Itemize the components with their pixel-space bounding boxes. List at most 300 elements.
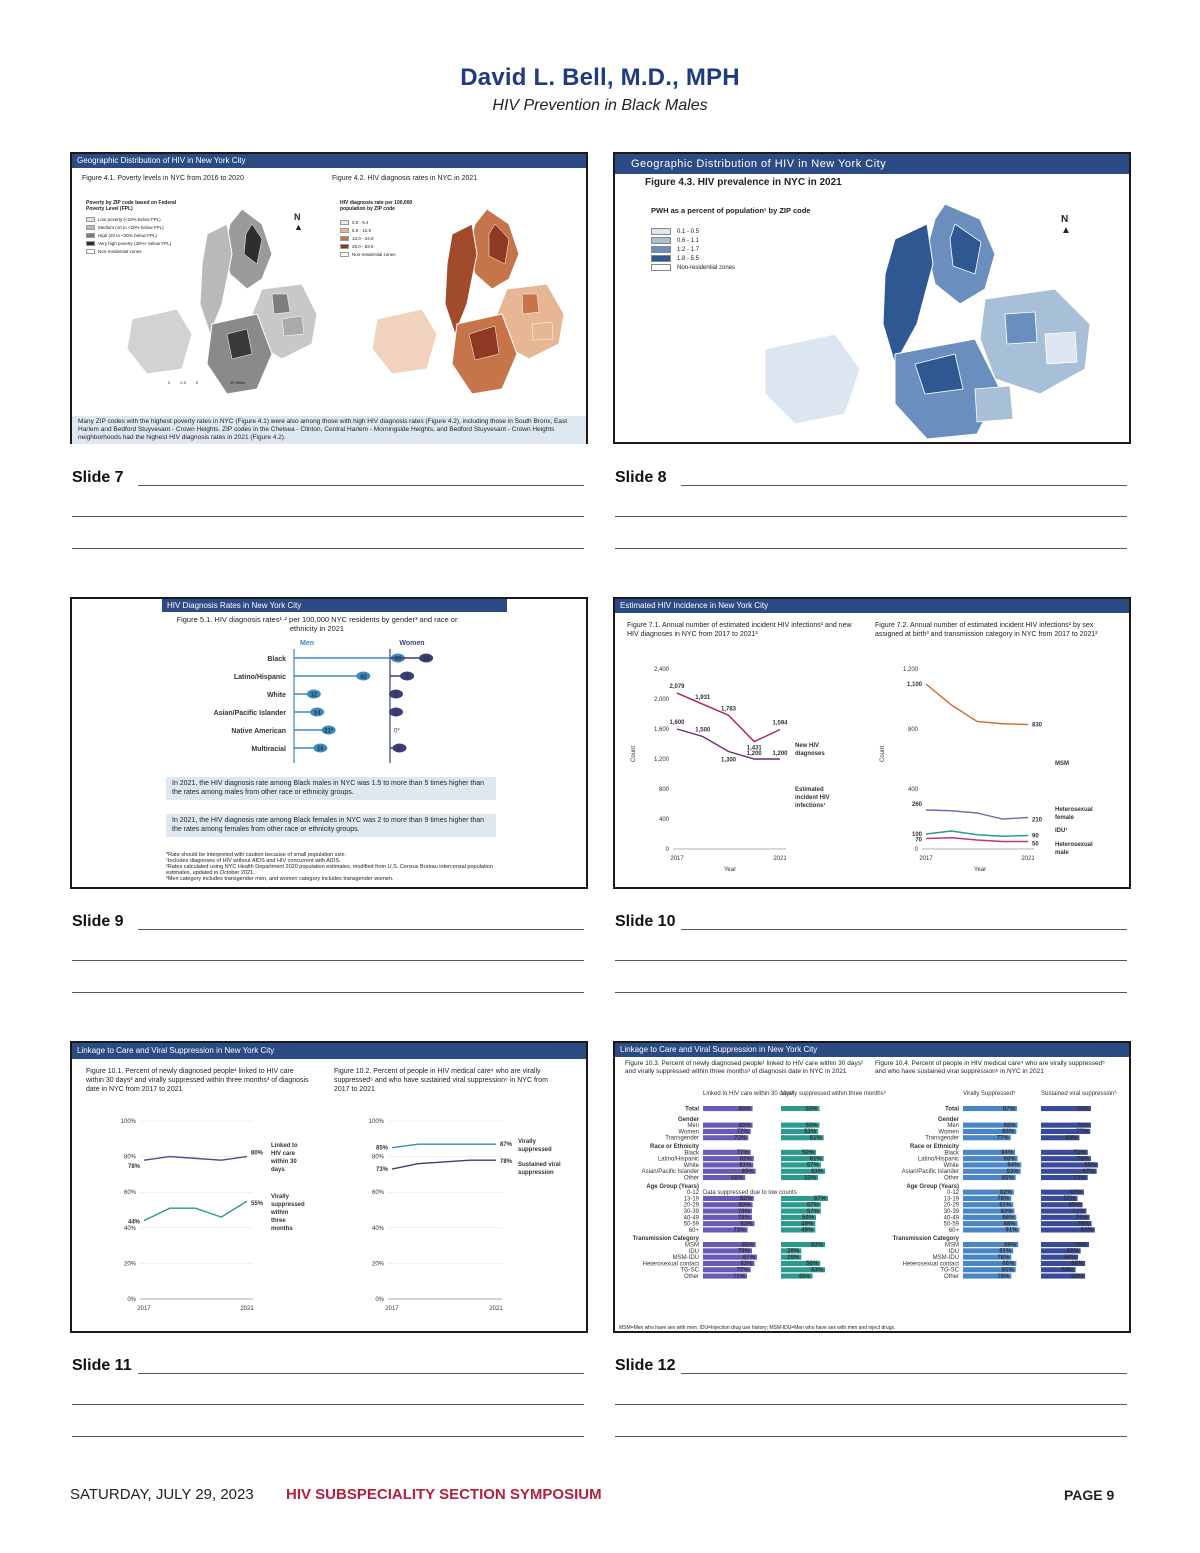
data-label: 1,931 <box>695 695 711 702</box>
notes-slide-7 <box>72 469 586 551</box>
row-label: 0-12 <box>946 1190 959 1197</box>
notes-slide-8 <box>615 469 1129 551</box>
note-line[interactable] <box>681 485 1127 486</box>
row-label: Total <box>945 1106 959 1113</box>
y-tick-label: 40% <box>371 1225 384 1232</box>
series-name: suppressed <box>271 1202 305 1208</box>
slide-7-caption-box <box>72 416 586 444</box>
series-name: Virally <box>271 1194 289 1200</box>
north-arrow-icon: N ▲ <box>1061 214 1071 236</box>
row-label: Men <box>687 1123 699 1130</box>
women-value-label: 9 <box>405 674 409 681</box>
bar-b-value: 53% <box>804 1129 817 1136</box>
row-label: 20-29 <box>943 1202 959 1209</box>
data-label: 1,500 <box>695 727 711 734</box>
note-line[interactable] <box>138 929 584 930</box>
series-name: diagnoses <box>795 751 825 757</box>
bar-a-value: 72% <box>733 1227 746 1234</box>
footer-symposium: HIV SUBSPECIALITY SECTION SYMPOSIUM <box>286 1486 602 1503</box>
bar-b-value: 89% <box>1083 1162 1096 1169</box>
page-subtitle: HIV Prevention in Black Males <box>492 97 708 114</box>
series-name: HIV care <box>271 1151 296 1157</box>
men-value-label: 12 <box>310 692 318 699</box>
bar-a-value: 89% <box>1004 1242 1017 1249</box>
legend-41-item: Non-residential zones <box>98 248 142 254</box>
fig-10-3-chart <box>615 1089 886 1329</box>
bar-b-value: 62% <box>1066 1248 1079 1255</box>
bar-b-value: 57% <box>806 1208 819 1215</box>
prevalence-map <box>745 194 1125 444</box>
series-name: New HIV <box>795 743 820 749</box>
bar-a-value: 88% <box>1003 1156 1016 1163</box>
series-name: within <box>271 1210 289 1216</box>
note-line[interactable] <box>72 992 584 993</box>
row-label: Latino/Hispanic <box>657 1156 699 1163</box>
women-value-label: 0* <box>394 728 400 735</box>
y-tick-label: 80% <box>371 1154 384 1161</box>
row-label: 60+ <box>688 1227 699 1234</box>
bar-b-value: 57% <box>806 1202 819 1209</box>
col-c-header <box>963 1090 1016 1097</box>
bar-a-value: 77% <box>996 1135 1009 1142</box>
men-value-label: 42 <box>359 674 367 681</box>
x-tick-label: 2017 <box>670 856 684 862</box>
start-label: 73% <box>375 1167 388 1174</box>
y-tick-label: 80% <box>123 1154 136 1161</box>
fig-4-2-title: Figure 4.2. HIV diagnosis rates in NYC in 2021 <box>332 175 478 182</box>
series-name: months <box>271 1226 293 1232</box>
note-line[interactable] <box>681 929 1127 930</box>
series-name: Linked to <box>271 1143 298 1149</box>
bar-a-value: 85% <box>741 1242 754 1249</box>
bar-b-value: 63% <box>811 1169 824 1175</box>
data-label: 1,300 <box>720 757 737 764</box>
women-value-label: 5* <box>396 746 403 753</box>
y-axis-label: Count <box>880 745 886 763</box>
bar-b-value: 57% <box>806 1162 819 1169</box>
bar-b-value: 29% <box>787 1254 800 1261</box>
group-header: Transmission Category <box>632 1236 699 1243</box>
bar-b-value: 78% <box>1076 1156 1089 1163</box>
legend-41-item: Medium (10 to <20% below FPL) <box>98 224 164 230</box>
bar-a-value: 83% <box>1000 1208 1013 1215</box>
row-label: Asian/Pacific Islander <box>901 1169 959 1176</box>
women-value-label: 2 <box>394 692 398 699</box>
scale-label: 10 Miles <box>230 380 245 385</box>
page-number: PAGE 9 <box>1064 1487 1115 1503</box>
bar-b-value: 69% <box>1071 1261 1084 1268</box>
legend-43-item: 0.6 - 1.1 <box>677 237 700 244</box>
series-line <box>677 729 780 759</box>
row-label: 20-29 <box>683 1202 699 1209</box>
end-label: 87% <box>500 1142 513 1149</box>
bar-b-value: 56% <box>806 1261 819 1268</box>
legend-43-item: 1.2 - 1.7 <box>677 246 700 253</box>
row-label: Other <box>683 1175 699 1182</box>
bar-b-value: 78% <box>1076 1106 1089 1113</box>
poverty-map <box>112 194 322 399</box>
slide-7 <box>70 152 588 444</box>
series-line <box>677 693 780 742</box>
series-name: MSM <box>1055 761 1069 767</box>
x-tick-label: 2017 <box>385 1306 399 1312</box>
bar-a-value: 77% <box>736 1267 749 1274</box>
bar-b-value: 50% <box>801 1215 814 1222</box>
bar-a-value: 78% <box>997 1273 1010 1280</box>
notes-slide-11 <box>72 1357 586 1439</box>
fig-10-2-title: Figure 10.2. Percent of people in HIV medical care⁴ who are virally suppressed⁵ and who have sustained viral suppression⁶ in NYC from 2017 to 2021 <box>334 1068 548 1093</box>
bar-a-value: 86% <box>1002 1261 1015 1268</box>
fig-5-1-chart <box>72 635 586 765</box>
group-header: Age Group (Years) <box>646 1183 699 1190</box>
bar-b-value: 58% <box>1064 1254 1077 1261</box>
series-name: infections¹ <box>795 803 826 809</box>
row-label: Other <box>943 1175 959 1182</box>
note-line[interactable] <box>615 548 1127 549</box>
data-label: 1,200 <box>746 751 762 757</box>
note-line[interactable] <box>138 1373 584 1374</box>
men-value-label: 63 <box>394 656 402 663</box>
group-header: Gender <box>937 1116 959 1123</box>
row-label: Women <box>678 1129 699 1136</box>
group-header: Race or Ethnicity <box>649 1144 699 1150</box>
slide-11 <box>70 1041 588 1333</box>
slide-8 <box>613 152 1131 444</box>
row-label: 30-39 <box>683 1209 699 1215</box>
bar-b-value: 63% <box>811 1242 824 1249</box>
row-label: 40-49 <box>943 1215 959 1222</box>
fig-5-1-title: Figure 5.1. HIV diagnosis rates¹·² per 100,000 NYC residents by gender³ and race or ethnicity in 2021 <box>176 615 458 633</box>
bar-b-value: 57% <box>1063 1196 1076 1203</box>
fig-7-2-chart <box>870 654 1130 884</box>
series-name: incident HIV <box>795 795 830 801</box>
bar-b-value: 76% <box>1075 1215 1088 1222</box>
group-header: Gender <box>677 1116 699 1123</box>
series-name: Heterosexual <box>1055 807 1093 813</box>
bar-a-value: 78% <box>997 1196 1010 1203</box>
series-name: Estimated <box>795 787 824 793</box>
legend-42-item: 25.0 - 83.6 <box>352 243 374 249</box>
bar-b-value: 78% <box>1076 1122 1089 1129</box>
data-label: 1,200 <box>772 751 788 757</box>
series-line <box>926 838 1028 842</box>
bar-b-value: 67% <box>813 1196 826 1203</box>
slide-label: Slide 8 <box>615 469 667 486</box>
series-name: female <box>1055 815 1075 821</box>
row-label: Other <box>683 1274 699 1280</box>
note-box-1 <box>166 777 496 800</box>
slide-12-banner: Linkage to Care and Viral Suppression in New York City <box>615 1043 1129 1057</box>
y-tick-label: 0 <box>914 847 918 853</box>
footnote: ³Men category includes transgender men, and women category includes transgender women. <box>166 876 394 882</box>
slide-12 <box>613 1041 1131 1333</box>
col-d-label: Sustained viral suppression⁶ <box>1041 1091 1117 1097</box>
note-1: In 2021, the HIV diagnosis rate among Black males in NYC was 1.5 to more than 5 times higher than the rates among males from other race or ethnicity groups. <box>172 780 485 796</box>
men-header: Men <box>300 640 314 647</box>
row-label: Black <box>944 1150 959 1157</box>
note-line[interactable] <box>138 485 584 486</box>
bar-a-value: 91% <box>1005 1227 1018 1234</box>
bar-b-value: 49% <box>801 1227 814 1234</box>
group-header: Age Group (Years) <box>906 1183 959 1190</box>
series-name: Sustained viral <box>518 1162 561 1168</box>
slide-label: Slide 12 <box>615 1357 676 1374</box>
slide-7-caption: Many ZIP codes with the highest poverty rates in NYC (Figure 4.1) were also among those with high HIV diagnosis rates (Figure 4.2), including those in South Bronx, East Harlem and Bedford Stuyvesant - Crown Heights. ZIP codes in the Chelsea - Clinton, Central Harlem - Morningside Heights, and Bedford Stuyvesant - Crown Heights neighborhoods had the highest HIV diagnosis rates in 2021 (Figure 4.2). <box>78 418 568 441</box>
bar-a-value: 85% <box>1001 1175 1014 1182</box>
series-line <box>392 1144 496 1148</box>
row-label: Asian/Pacific Islander <box>641 1169 699 1176</box>
series-name: within 30 <box>271 1159 297 1165</box>
row-label: IDU <box>688 1248 699 1255</box>
category-label: Asian/Pacific Islander <box>213 710 286 717</box>
series-name: days <box>271 1167 285 1173</box>
note-line[interactable] <box>681 1373 1127 1374</box>
footnote: *Rate should be interpreted with caution because of small population size. <box>166 852 347 858</box>
bar-b-value: 49% <box>801 1221 814 1228</box>
bar-a-value: 81% <box>999 1202 1012 1209</box>
bar-b-value: 84% <box>1080 1227 1093 1234</box>
start-label: 85% <box>375 1145 388 1152</box>
note-2: In 2021, the HIV diagnosis rate among Black females in NYC was 2 to more than 9 times higher than the rates among females from other race or ethnicity groups. <box>172 817 485 833</box>
row-label: 40-49 <box>683 1215 699 1222</box>
note-line[interactable] <box>615 992 1127 993</box>
y-tick-label: 0% <box>375 1297 384 1303</box>
row-label: Transgender <box>925 1135 959 1142</box>
bar-a-value: 88% <box>1003 1122 1016 1129</box>
start-label: 70 <box>915 837 922 844</box>
series-line <box>926 831 1028 836</box>
bar-a-value: 86% <box>1002 1129 1015 1136</box>
notes-slide-10 <box>615 913 1129 995</box>
fig-4-1-title: Figure 4.1. Poverty levels in NYC from 2016 to 2020 <box>82 175 244 182</box>
y-tick-label: 40% <box>123 1225 136 1232</box>
col-d-header <box>1041 1090 1117 1097</box>
bar-a-value: 93% <box>1006 1169 1019 1175</box>
slide-9-banner: HIV Diagnosis Rates in New York City <box>162 599 507 612</box>
y-tick-label: 100% <box>120 1119 136 1125</box>
bar-a-value: 71% <box>733 1273 746 1280</box>
row-label: Transgender <box>665 1135 699 1142</box>
start-label: 260 <box>911 802 922 808</box>
category-label: White <box>266 692 286 699</box>
series-name: suppression <box>518 1170 554 1176</box>
slide-label: Slide 11 <box>72 1357 132 1374</box>
group-header: Race or Ethnicity <box>909 1144 959 1150</box>
slide-10-banner: Estimated HIV Incidence in New York City <box>615 599 1129 613</box>
row-label: Other <box>943 1274 959 1280</box>
bar-b-value: 73% <box>1073 1150 1086 1157</box>
slide-11-banner: Linkage to Care and Viral Suppression in New York City <box>72 1043 586 1059</box>
row-label: MSM-IDU <box>672 1255 699 1262</box>
fig-10-2-chart <box>328 1113 586 1333</box>
bar-a-value: 87% <box>1002 1106 1015 1113</box>
fig-7-1-chart <box>615 654 870 884</box>
note-line[interactable] <box>72 516 584 517</box>
note-line[interactable] <box>72 1436 584 1437</box>
row-label: MSM <box>685 1242 699 1249</box>
y-tick-label: 400 <box>658 817 669 823</box>
x-tick-label: 2017 <box>919 856 933 862</box>
bar-b-value: 87% <box>1082 1169 1095 1175</box>
row-label: MSM-IDU <box>932 1255 959 1262</box>
fig-4-3-title: Figure 4.3. HIV prevalence in NYC in 2021 <box>645 177 842 188</box>
fig-10-4-title: Figure 10.4. Percent of people in HIV medical care⁴ who are virally suppressed⁵ and who have sustained viral suppression⁶ in NYC in 2021 <box>875 1060 1105 1075</box>
end-label: 50 <box>1032 841 1039 848</box>
category-label: Native American <box>231 728 286 735</box>
series-name: Heterosexual <box>1055 842 1093 848</box>
bar-b-value: 75% <box>1074 1242 1087 1249</box>
legend-42-item: Non-residential zones <box>352 251 396 257</box>
row-label: Heterosexual contact <box>902 1261 959 1268</box>
bar-a-value: 73% <box>734 1135 747 1142</box>
bar-a-value: 80% <box>738 1122 751 1129</box>
row-label: Black <box>684 1150 699 1157</box>
bar-a-value: 94% <box>1007 1162 1020 1169</box>
slide-label: Slide 7 <box>72 469 124 486</box>
legend-43-item: 1.8 - 5.5 <box>677 255 700 262</box>
group-header: Transmission Category <box>892 1236 959 1243</box>
series-name: three <box>271 1218 286 1224</box>
legend-43-title: PWH as a percent of population¹ by ZIP code <box>651 206 811 215</box>
x-tick-label: 2021 <box>240 1306 254 1312</box>
legend-42-item: 0.0 - 5.4 <box>352 219 369 225</box>
men-value-label: 16 <box>317 746 324 753</box>
y-tick-label: 1,200 <box>902 667 918 673</box>
legend-42-item: 5.5 - 12.9 <box>352 227 372 233</box>
data-label: 1,594 <box>772 720 788 727</box>
series-line <box>926 810 1028 819</box>
note-line[interactable] <box>615 960 1127 961</box>
row-label: Total <box>685 1106 699 1113</box>
y-tick-label: 800 <box>658 787 669 793</box>
note-line[interactable] <box>615 1404 1127 1405</box>
row-label: White <box>943 1162 959 1169</box>
row-label: 50-59 <box>683 1221 699 1228</box>
page-title: David L. Bell, M.D., MPH <box>460 64 740 91</box>
bar-b-value: 60% <box>1065 1135 1078 1142</box>
row-label: 30-39 <box>943 1209 959 1215</box>
data-label: 1,600 <box>669 720 685 726</box>
slide-label: Slide 9 <box>72 913 124 930</box>
row-label: MSM <box>945 1242 959 1249</box>
legend-43-item: Non-residential zones <box>677 264 736 271</box>
bar-a-value: 79% <box>737 1248 750 1255</box>
col-b-label: Virally suppressed within three months³ <box>781 1091 886 1097</box>
legend-43 <box>651 227 735 272</box>
bar-b-value: 29% <box>787 1248 800 1255</box>
bar-a-value: 85% <box>1001 1267 1014 1274</box>
row-label: IDU <box>948 1248 959 1255</box>
row-label: White <box>683 1162 699 1169</box>
bar-a-value: 78% <box>997 1254 1010 1261</box>
bar-b-value: 61% <box>809 1135 822 1142</box>
data-label: 1,783 <box>720 706 737 713</box>
y-tick-label: 1,200 <box>653 757 669 763</box>
note-box-2 <box>166 814 496 837</box>
category-label: Multiracial <box>251 746 286 753</box>
bar-a-value: 86% <box>1002 1215 1015 1222</box>
end-label: 830 <box>1032 722 1043 729</box>
bar-a-value: 82% <box>739 1196 752 1203</box>
bar-b-value: 45% <box>798 1273 811 1280</box>
bar-a-value: 79% <box>737 1208 750 1215</box>
scale-bar <box>168 380 245 385</box>
x-axis-label: Year <box>973 867 987 873</box>
col-b-header <box>781 1091 886 1097</box>
row-label: 0-12 <box>686 1190 699 1197</box>
bar-a-value: 77% <box>736 1129 749 1136</box>
y-tick-label: 1,600 <box>653 727 669 733</box>
bar-b-value: 53% <box>804 1175 817 1182</box>
category-label: Latino/Hispanic <box>233 674 286 681</box>
note-line[interactable] <box>615 1436 1127 1437</box>
y-tick-label: 60% <box>371 1190 384 1197</box>
bar-a-value: 80% <box>738 1106 751 1113</box>
notes-slide-12 <box>615 1357 1129 1439</box>
series-name: suppressed <box>518 1147 552 1153</box>
bar-b-value: 50% <box>801 1150 814 1157</box>
women-header: Women <box>399 640 425 647</box>
footer-date: SATURDAY, JULY 29, 2023 <box>70 1486 254 1503</box>
bar-b-value: 69% <box>1071 1273 1084 1280</box>
row-label: Men <box>947 1123 959 1130</box>
y-tick-label: 100% <box>368 1119 384 1125</box>
bar-a-value: 79% <box>737 1215 750 1222</box>
x-tick-label: 2021 <box>489 1306 503 1312</box>
y-tick-label: 60% <box>123 1190 136 1197</box>
bar-b-value: 54% <box>1061 1267 1074 1274</box>
end-label: 80% <box>251 1150 264 1157</box>
note-line[interactable] <box>72 1404 584 1405</box>
series-line <box>392 1160 496 1169</box>
y-tick-label: 400 <box>907 787 918 793</box>
notes-slide-9 <box>72 913 586 995</box>
women-value-label: 2 <box>394 710 398 717</box>
end-label: 210 <box>1032 817 1043 824</box>
slide-12-footer: MSM=Men who have sex with men; IDU=Injection drug use history; MSM-IDU=Men who have sex with men and inject drugs. <box>619 1325 896 1331</box>
bar-a-value: 77% <box>736 1150 749 1157</box>
row-label: TG-SC <box>940 1267 959 1274</box>
series-line <box>144 1157 247 1161</box>
bar-a-value: 87% <box>742 1254 755 1261</box>
note-line[interactable] <box>72 548 584 549</box>
series-name: Virally <box>518 1139 536 1145</box>
y-tick-label: 2,000 <box>653 697 669 703</box>
bar-a-value: 85% <box>741 1169 754 1175</box>
row-label: TG-SC <box>680 1267 699 1274</box>
bar-b-value: 55% <box>805 1122 818 1129</box>
y-tick-label: 0% <box>127 1297 136 1303</box>
fig-7-2-title: Figure 7.2. Annual number of estimated incident HIV infections¹ by sex assigned at birth³ and transmission category in NYC from 2017 to 2021² <box>875 622 1098 638</box>
series-name: IDU¹ <box>1055 828 1068 834</box>
bar-b-value: 63% <box>811 1267 824 1274</box>
men-value-label: 14 <box>313 710 321 717</box>
fig-10-1-title: Figure 10.1. Percent of newly diagnosed people¹ linked to HIV care within 30 days² and virally suppressed within three months³ of diagnosis date in NYC from 2017 to 2021 <box>86 1068 309 1093</box>
men-value-label: 21* <box>324 728 334 735</box>
bar-a-value: 81% <box>739 1162 752 1169</box>
fig-10-4-chart <box>871 1089 1129 1329</box>
start-label: 44% <box>127 1219 140 1226</box>
col-c-label: Virally Suppressed⁵ <box>963 1091 1016 1097</box>
bar-b-value: 79% <box>1077 1221 1090 1228</box>
note-line[interactable] <box>615 516 1127 517</box>
note-line[interactable] <box>72 960 584 961</box>
bar-a-value: 80% <box>738 1202 751 1209</box>
slide-label: Slide 10 <box>615 913 676 930</box>
bar-a-value: 83% <box>740 1261 753 1268</box>
start-label: 100 <box>911 832 922 838</box>
bar-a-value: 88% <box>1003 1221 1016 1228</box>
